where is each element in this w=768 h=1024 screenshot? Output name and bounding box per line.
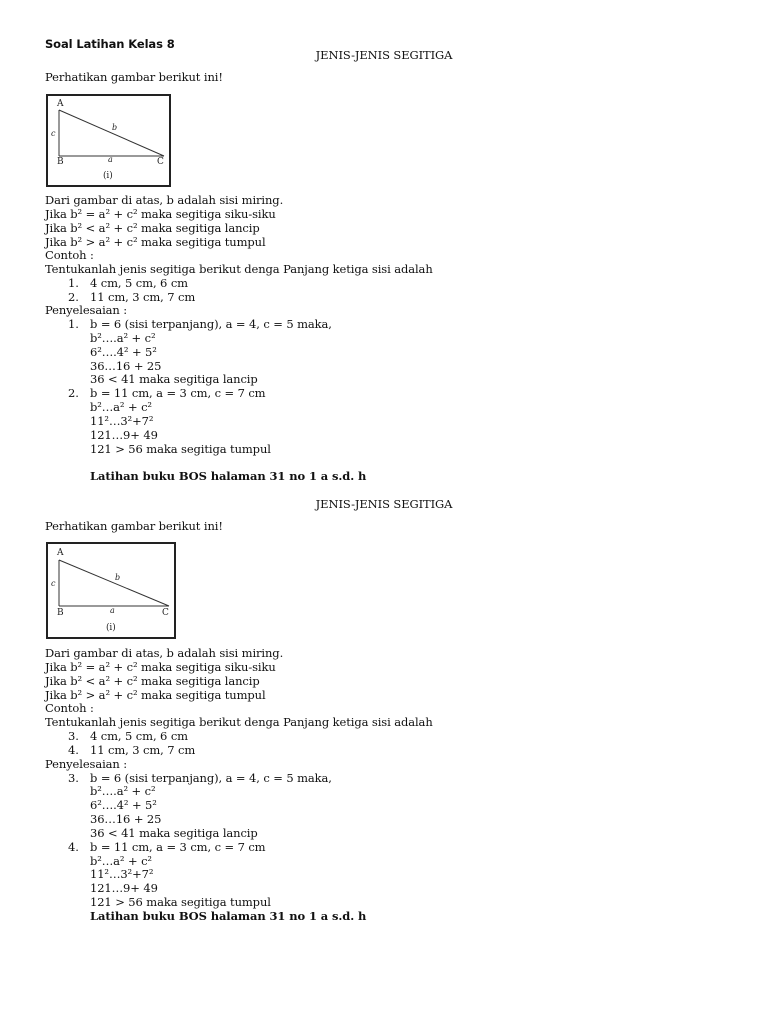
question-number: 1. — [68, 276, 79, 290]
solution-line: 121 > 56 maka segitiga tumpul — [90, 895, 271, 909]
question-text: 11 cm, 3 cm, 7 cm — [90, 743, 196, 757]
solution-line: b²…a² + c² — [90, 400, 152, 414]
side-b-label: b — [112, 123, 118, 132]
triangle-figure — [46, 94, 171, 187]
right-triangle-diagram — [48, 544, 174, 637]
side-c-label: c — [51, 129, 56, 138]
rule-text: Jika b² < a² + c² maka segitiga lancip — [45, 674, 260, 688]
solution-line: b = 11 cm, a = 3 cm, c = 7 cm — [90, 840, 266, 854]
intro-text: Perhatikan gambar berikut ini! — [45, 70, 223, 84]
question-number: 4. — [68, 743, 79, 757]
vertex-c-label: C — [162, 608, 169, 618]
figure-caption: (i) — [106, 623, 116, 633]
rule-text: Jika b² < a² + c² maka segitiga lancip — [45, 221, 260, 235]
solution-line: 121…9+ 49 — [90, 881, 158, 895]
solution-line: b = 6 (sisi terpanjang), a = 4, c = 5 maka, — [90, 771, 332, 785]
side-c-label: c — [51, 579, 56, 588]
right-triangle-diagram — [48, 96, 169, 185]
solution-label: Penyelesaian : — [45, 757, 128, 771]
question-text: 11 cm, 3 cm, 7 cm — [90, 290, 196, 304]
solution-line: 11²…3²+7² — [90, 414, 154, 428]
solution-number: 3. — [68, 771, 79, 785]
side-a-label: a — [108, 155, 113, 164]
rule-text: Jika b² > a² + c² maka segitiga tumpul — [45, 235, 266, 249]
solution-line: 121…9+ 49 — [90, 428, 158, 442]
side-b-label: b — [115, 573, 121, 582]
solution-line: 6²….4² + 5² — [90, 798, 157, 812]
solution-line: 11²…3²+7² — [90, 867, 154, 881]
solution-line: 6²….4² + 5² — [90, 345, 157, 359]
question-prompt: Tentukanlah jenis segitiga berikut denga Panjang ketiga sisi adalah — [45, 715, 433, 729]
figure-caption: (i) — [103, 171, 113, 181]
solution-line: 36…16 + 25 — [90, 812, 162, 826]
question-text: 4 cm, 5 cm, 6 cm — [90, 729, 188, 743]
solution-line: 36 < 41 maka segitiga lancip — [90, 826, 258, 840]
vertex-c-label: C — [157, 157, 164, 167]
solution-number: 1. — [68, 317, 79, 331]
solution-line: b²….a² + c² — [90, 331, 156, 345]
intro-text: Perhatikan gambar berikut ini! — [45, 519, 223, 533]
homework-note: Latihan buku BOS halaman 31 no 1 a s.d. h — [90, 469, 367, 483]
triangle-figure — [46, 542, 176, 639]
rule-text: Dari gambar di atas, b adalah sisi miring. — [45, 193, 284, 207]
solution-line: 121 > 56 maka segitiga tumpul — [90, 442, 271, 456]
solution-line: 36…16 + 25 — [90, 359, 162, 373]
question-prompt: Tentukanlah jenis segitiga berikut denga Panjang ketiga sisi adalah — [45, 262, 433, 276]
solution-number: 2. — [68, 386, 79, 400]
rule-text: Dari gambar di atas, b adalah sisi miring. — [45, 646, 284, 660]
solution-label: Penyelesaian : — [45, 303, 128, 317]
solution-number: 4. — [68, 840, 79, 854]
document-header: Soal Latihan Kelas 8 — [45, 37, 175, 51]
rule-text: Jika b² = a² + c² maka segitiga siku-siku — [45, 207, 276, 221]
rule-text: Jika b² = a² + c² maka segitiga siku-siku — [45, 660, 276, 674]
solution-line: 36 < 41 maka segitiga lancip — [90, 372, 258, 386]
question-number: 3. — [68, 729, 79, 743]
section-title: JENIS-JENIS SEGITIGA — [315, 48, 453, 62]
section-title: JENIS-JENIS SEGITIGA — [315, 497, 453, 511]
vertex-a-label: A — [57, 548, 64, 558]
rule-text: Jika b² > a² + c² maka segitiga tumpul — [45, 688, 266, 702]
solution-line: b²….a² + c² — [90, 784, 156, 798]
solution-line: b²…a² + c² — [90, 854, 152, 868]
side-a-label: a — [110, 606, 115, 615]
question-text: 4 cm, 5 cm, 6 cm — [90, 276, 188, 290]
solution-line: b = 11 cm, a = 3 cm, c = 7 cm — [90, 386, 266, 400]
vertex-b-label: B — [57, 608, 64, 618]
vertex-b-label: B — [57, 157, 64, 167]
solution-line: b = 6 (sisi terpanjang), a = 4, c = 5 maka, — [90, 317, 332, 331]
homework-note: Latihan buku BOS halaman 31 no 1 a s.d. h — [90, 909, 367, 923]
example-label: Contoh : — [45, 701, 94, 715]
vertex-a-label: A — [57, 99, 64, 109]
question-number: 2. — [68, 290, 79, 304]
example-label: Contoh : — [45, 248, 94, 262]
